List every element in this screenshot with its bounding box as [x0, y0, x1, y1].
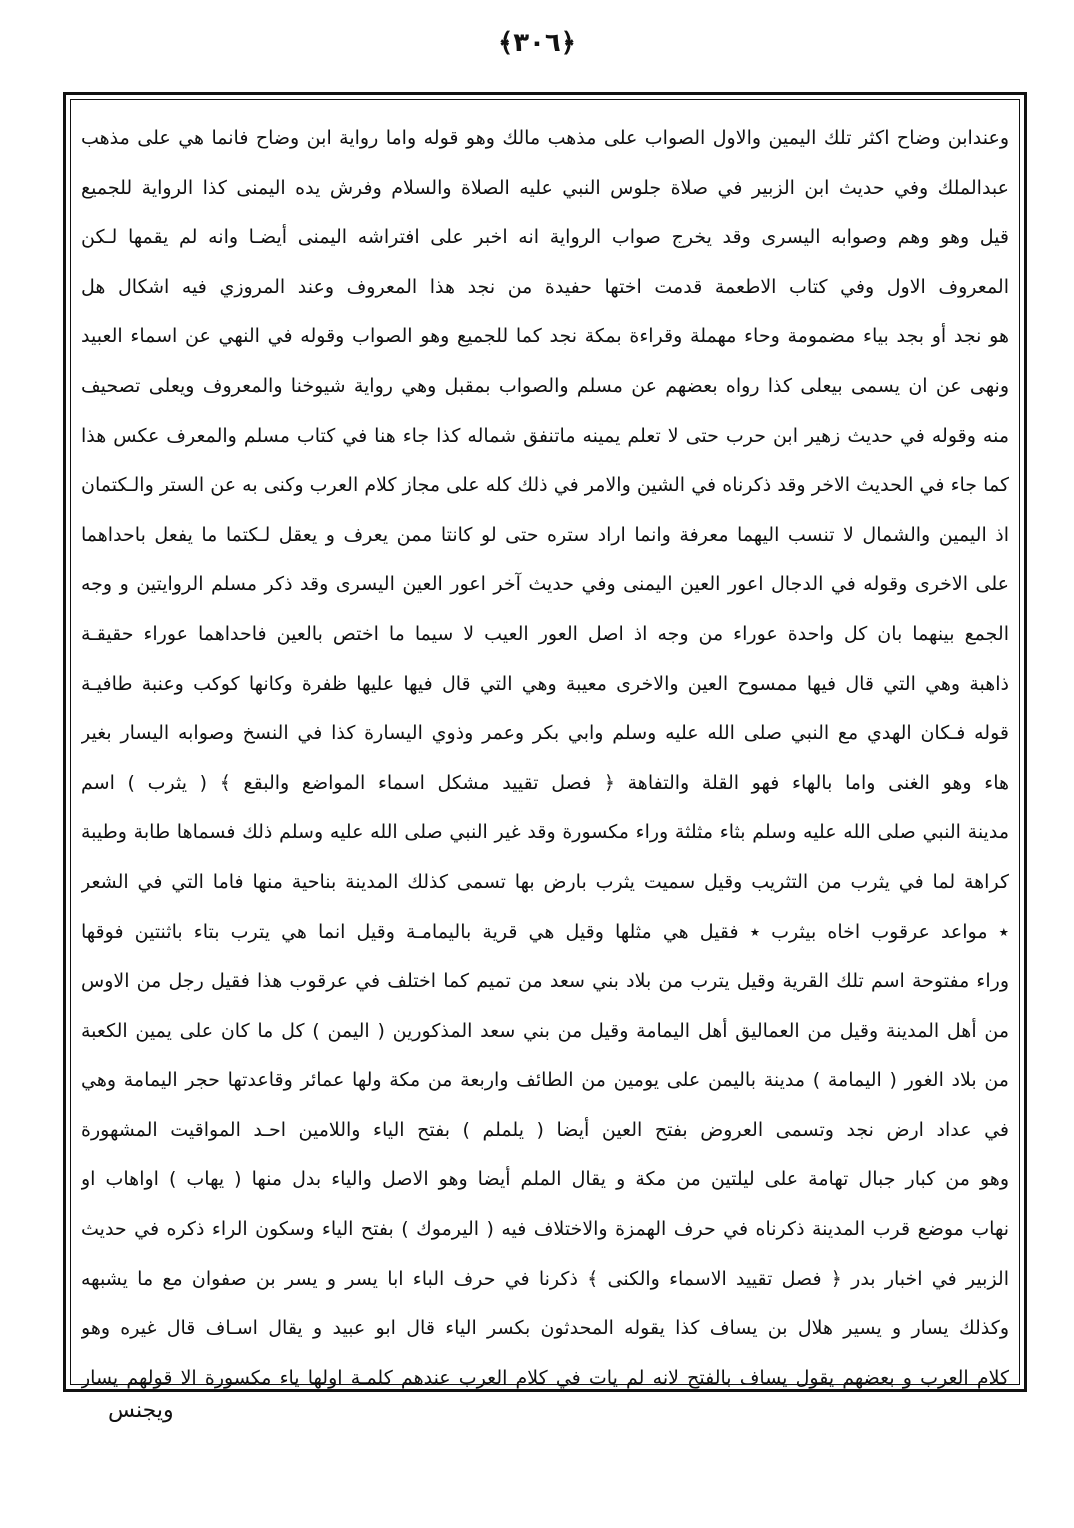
text-line: كراهة لما في يثرب من التثريب وقيل سميت يثرب بارض بها تسمى كذلك المدينة بناحية منها فاما التي في الشعر [81, 870, 1009, 893]
text-line: عبدالملك وفي حديث ابن الزبير في صلاة جلوس النبي عليه الصلاة والسلام وفرش يده اليمنى كذا الرواية للجميع [81, 176, 1009, 199]
text-line: المعروف الاول وفي كتاب الاطعمة قدمت اختها حفيدة من نجد هذا المعروف وعند المروزي فيه اشكال هل [81, 275, 1009, 298]
text-line: هو نجد أو بجد بياء مضمومة وحاء مهملة وقراءة بمكة نجد كما للجميع وهو الصواب وقوله في النهي عن اسماء العبيد [81, 325, 1009, 348]
text-line: قوله فـكان الهدي مع النبي صلى الله عليه وسلم وابي بكر وعمر وذوي اليسارة كذا في النسخ وصوابه اليسار بغير [81, 722, 1009, 745]
text-line: كلام العرب و بعضهم يقول يساف بالفتح لانه لم يات في كلام العرب عندهم كلمـة اولها ياء مكسورة الا قولهم يسار [81, 1366, 1009, 1389]
text-line: وعندابن وضاح اكثر تلك اليمين والاول الصواب على مذهب مالك وهو قوله واما رواية ابن وضاح فانما هي على مذهب [81, 127, 1009, 149]
text-line: ونهى عن ان يسمى بيعلى كذا رواه بعضهم عن مسلم والصواب بمقبل وهي رواية شيوخنا والمعروف ويعلى تصحيف [81, 374, 1009, 397]
text-line: على الاخرى وقوله في الدجال اعور العين اليمنى وفي حديث آخر اعور العين اليسرى وقد ذكر مسلم الروايتين و وجه [81, 573, 1009, 596]
text-line: منه وقوله في حديث زهير ابن حرب حتى لا تعلم يمينه ماتنفق شماله كذا جاء هنا في كتاب مسلم والمعرف عكس هذا [81, 424, 1009, 447]
text-line: نهاب موضع قرب المدينة ذكرناه في حرف الهمزة والاختلاف فيه ( اليرموك ) بفتح الياء وسكون الراء ذكره في حديث [81, 1218, 1009, 1241]
text-line: وراء مفتوحة اسم تلك القرية وقيل يترب من بلاد بني سعد من تميم كما اختلف في عرقوب هذا فقيل رجل من الاوس [81, 970, 1009, 993]
text-line: في عداد ارض نجد وتسمى العروض بفتح العين أيضا ( يلملم ) بفتح الياء واللامين احـد المواقيت المشهورة [81, 1118, 1009, 1141]
text-line: الجمع بينهما بان كل واحدة عوراء من وجه اذ اصل العور العيب لا سيما ما اختص بالعين فاحداهما عوراء حقيقـة [81, 622, 1009, 645]
text-body [81, 114, 1009, 1403]
text-line: وكذلك يسار و يسير هلال بن يساف كذا يقوله المحدثون بكسر الياء قال ابو عبيد و يقال اسـاف قال غيره وهو [81, 1317, 1009, 1340]
text-line: ٭ مواعد عرقوب اخاه بيثرب ٭ فقيل هي مثلها وقيل هي قرية باليمامـة وقيل انما هي يترب بتاء باثنتين فوقها [81, 920, 1009, 943]
text-line: قيل وهو وهم وصوابه اليسرى وقد يخرج صواب الرواية انه اخبر على افتراشه اليمنى أيضـا وانه لم يقمها لـكن [81, 226, 1009, 249]
text-line: مدينة النبي صلى الله عليه وسلم بثاء مثلثة وراء مكسورة وقد غير النبي صلى الله عليه وسلم ذلك فسماها طابة وطيبة [81, 821, 1009, 844]
text-line: من أهل المدينة وقيل من العماليق أهل اليمامة وقيل من بني سعد المذكورين ( اليمن ) كل ما كان على يمين الكعبة [81, 1019, 1009, 1042]
page-number: ﴿٣٠٦﴾ [497, 28, 577, 58]
text-line: وهو من كبار جبال تهامة على ليلتين من مكة و يقال الملم أيضا وهو الاصل والياء بدل منها ( يهاب ) اواهاب او [81, 1168, 1009, 1191]
text-line: هاء وهو الغنى واما بالهاء فهو القلة والتفاهة ﴿ فصل تقييد مشكل اسماء المواضع والبقع ﴾ ( يثرب ) اسم [81, 771, 1009, 794]
page-frame-inner [70, 99, 1020, 1389]
text-line: من بلاد الغور ( اليمامة ) مدينة باليمن على يومين من الطائف واربعة من مكة ولها عمائر وقاعدتها حجر اليمامة وهي [81, 1069, 1009, 1092]
text-line: ذاهبة وهي التي قال فيها ممسوح العين والاخرى معيبة وهي التي قال فيها عليها ظفرة وكانها كوكب وعنبة طافيـة [81, 672, 1009, 695]
text-line: الزبير في اخبار بدر ﴿ فصل تقييد الاسماء والكنى ﴾ ذكرنا في حرف الباء ابا يسر و يسر بن صفوان مع ما يشبهه [81, 1267, 1009, 1290]
text-line: اذ اليمين والشمال لا تنسب اليهما معرفة وانما اراد ستره حتى لو كانتا ممن يعرف و يعقل لـكتما ما يفعل باحداهما [81, 523, 1009, 546]
catchword: ويجنس [108, 1398, 174, 1423]
page-frame [63, 92, 1027, 1392]
text-line: كما جاء في الحديث الاخر وقد ذكرناه في الشين والامر في ذلك كله على مجاز كلام العرب وكنى به عن الستر والـكتمان [81, 474, 1009, 497]
